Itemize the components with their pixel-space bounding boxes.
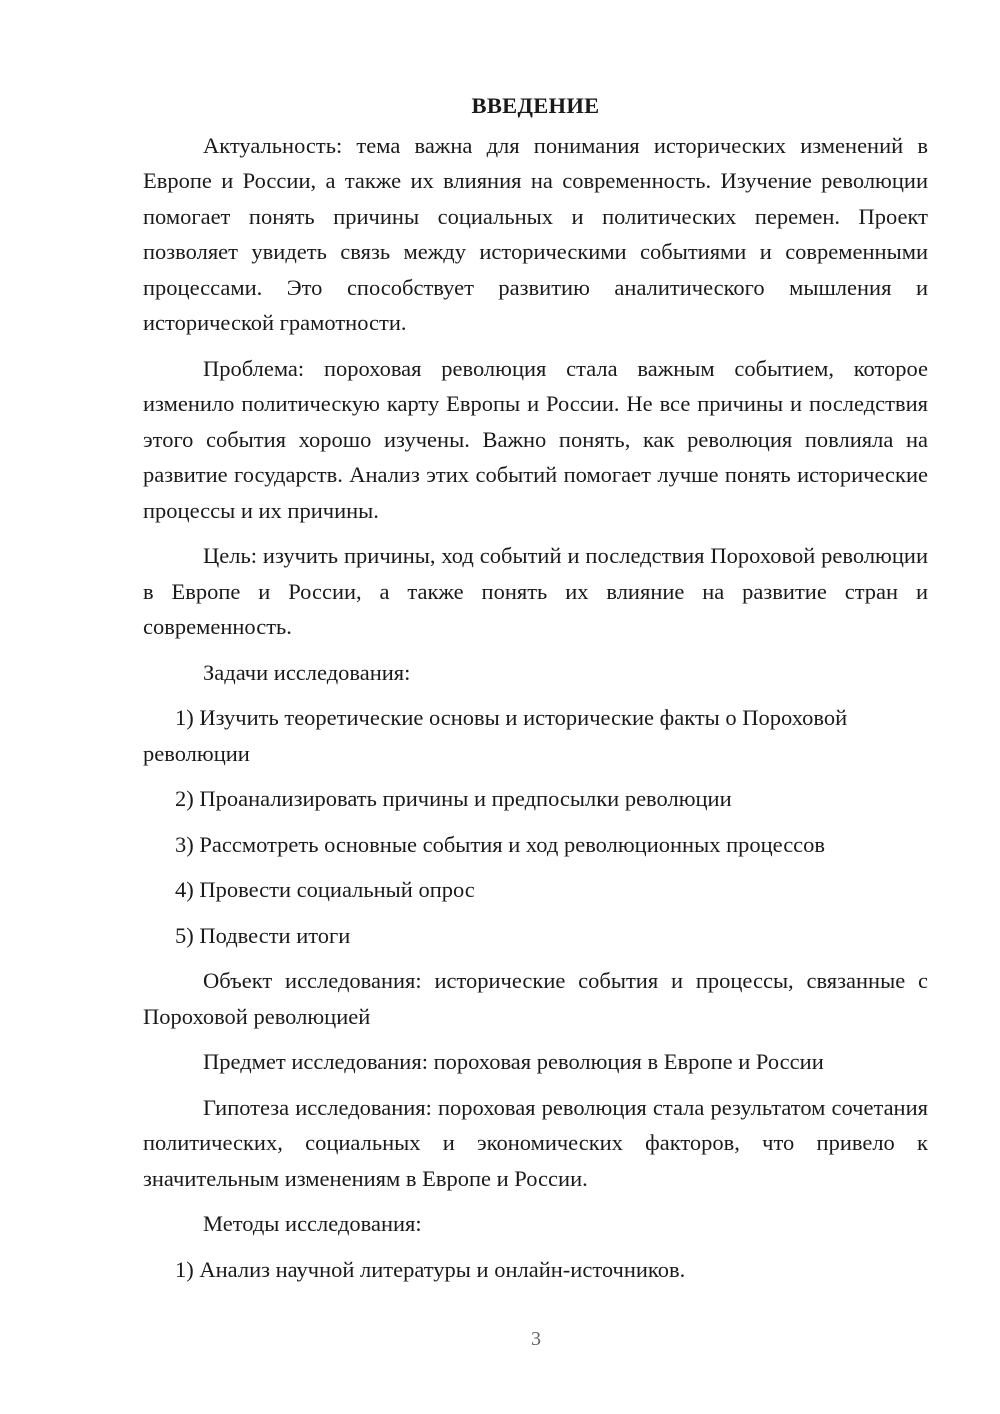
methods-heading: Методы исследования: (203, 1211, 422, 1236)
tasks-heading: Задачи исследования: (203, 659, 411, 685)
section-heading: ВВЕДЕНИЕ (471, 93, 600, 118)
relevance-paragraph: Актуальность: тема важна для понимания исторических изменений в Европе и России, а также их влияния на современность. Изучение революции помогает понять причины социальных и политических перемен. Проект позволяет увидеть связь между историческими событиями и современными процессами. Это способствует развитию аналитического мышления и исторической грамотности. (143, 132, 928, 335)
task-item-1: 1) Изучить теоретические основы и исторические факты о Пороховой революции (143, 705, 848, 766)
goal-paragraph: Цель: изучить причины, ход событий и последствия Пороховой революции в Европе и России, а также понять их влияние на развитие стран и современность. (143, 543, 928, 639)
object-paragraph: Объект исследования: исторические события и процессы, связанные с Пороховой революцией (143, 968, 928, 1029)
hypothesis-paragraph: Гипотеза исследования: пороховая революция стала результатом сочетания политических, социальных и экономических факторов, что привело к значительным изменениям в Европе и России. (143, 1094, 928, 1191)
page-number: 3 (531, 1328, 541, 1350)
document-page (143, 88, 928, 1297)
task-item-3: 3) Рассмотреть основные события и ход революционных процессов (175, 831, 826, 857)
problem-paragraph: Проблема: пороховая революция стала важным событием, которое изменило политическую карту Европы и России. Не все причины и последствия этого события хорошо изучены. Важно понять, как революция повлияла на развитие государств. Анализ этих событий помогает лучше понять исторические процессы и их причины. (143, 355, 928, 523)
task-item-4: 4) Провести социальный опрос (175, 877, 475, 902)
task-item-2: 2) Проанализировать причины и предпосылки революции (175, 786, 732, 811)
method-item-1: 1) Анализ научной литературы и онлайн-источников. (175, 1256, 686, 1282)
subject-paragraph: Предмет исследования: пороховая революция в Европе и России (203, 1049, 824, 1074)
task-item-5: 5) Подвести итоги (175, 922, 351, 948)
